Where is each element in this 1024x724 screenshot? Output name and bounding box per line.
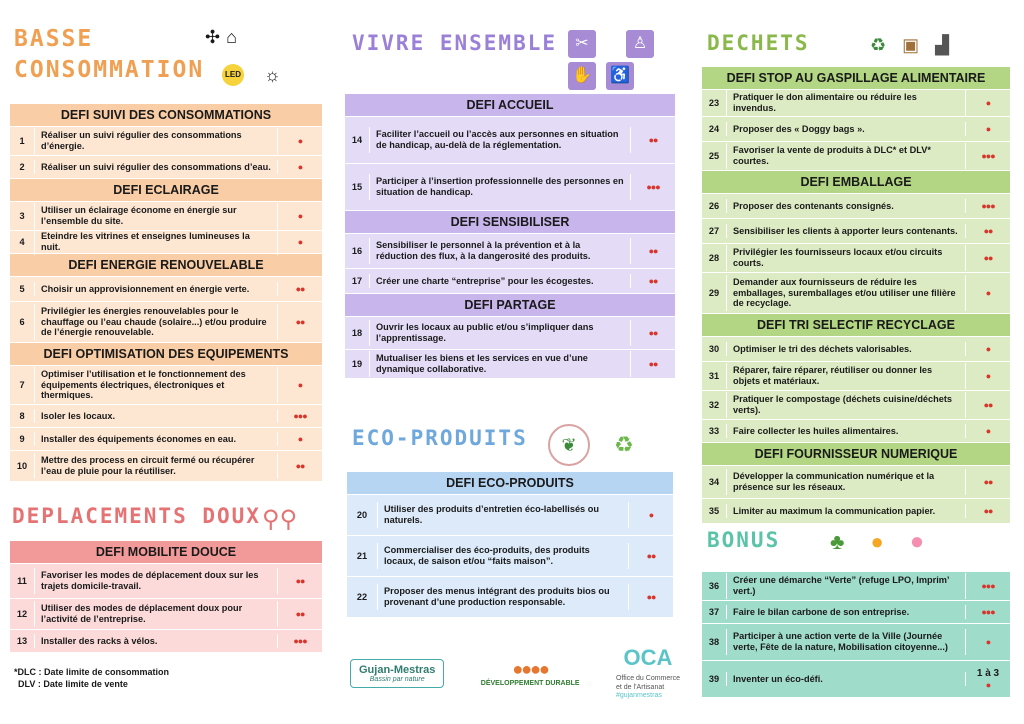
table-row: 18 Ouvrir les locaux au public et/ou s’impliquer dans l’apprentissage. ●●	[345, 317, 675, 350]
depl-icons	[262, 508, 297, 532]
table-row: 5 Choisir un approvisionnement en énergie verte. ●●	[10, 277, 322, 302]
table-row: 23 Pratiquer le don alimentaire ou réduire les invendus. ●	[702, 90, 1010, 117]
table-eco-produits	[347, 472, 673, 618]
recycle-bin-icon: ♻	[870, 35, 887, 55]
bicycle-icon: ⚲⚲	[262, 506, 298, 533]
table-row: 10 Mettre des process en circuit fermé ou récupérer l’eau de pluie pour la réutiliser. ●●	[10, 451, 322, 482]
table-row: 22 Proposer des menus intégrant des produits bios ou provenant d’une production responsable. ●●	[347, 577, 673, 618]
piggy-bank-icon: ●	[909, 528, 925, 555]
partner-logos	[350, 645, 680, 700]
logo-office-commerce: OCA Office du Commerce et de l’Artisanat #gujanmestras	[615, 645, 680, 700]
table-row: 27 Sensibiliser les clients à apporter leurs contenants. ●●	[702, 219, 1010, 244]
table-header: DEFI ACCUEIL	[345, 94, 675, 117]
eco-icons	[548, 424, 634, 466]
table-header: DEFI MOBILITE DOUCE	[10, 541, 322, 564]
table-accueil	[345, 94, 675, 379]
table-row: 32 Pratiquer le compostage (déchets cuisine/déchets verts). ●●	[702, 391, 1010, 420]
table-row: 31 Réparer, faire réparer, réutiliser ou donner les objets et matériaux. ●	[702, 362, 1010, 391]
table-header: DEFI SENSIBILISER	[345, 211, 675, 234]
table-row: 33 Faire collecter les huiles alimentaires. ●	[702, 420, 1010, 443]
table-suivi	[10, 104, 322, 482]
table-row: 4 Eteindre les vitrines et enseignes lumineuses la nuit. ●	[10, 231, 322, 254]
sign-language-icon: ✋	[568, 62, 596, 90]
table-header: DEFI OPTIMISATION DES EQUIPEMENTS	[10, 343, 322, 366]
table-row: 1 Réaliser un suivi régulier des consommations d’énergie. ●	[10, 127, 322, 156]
eco-product-icon: ❦	[548, 424, 590, 466]
table-header: DEFI SUIVI DES CONSOMMATIONS	[10, 104, 322, 127]
table-row: 36 Créer une démarche “Verte” (refuge LPO, Imprim’ vert.) ●●●	[702, 572, 1010, 601]
table-mobilite	[10, 541, 322, 653]
table-row: 9 Installer des équipements économes en eau. ●	[10, 428, 322, 451]
title-bonus: BONUS	[707, 528, 781, 552]
table-row: 2 Réaliser un suivi régulier des consommations d’eau. ●	[10, 156, 322, 179]
table-row: 38 Participer à une action verte de la Ville (Journée verte, Fête de la nature, Mobilisation citoyenne...) ●	[702, 624, 1010, 661]
table-header: DEFI FOURNISSEUR NUMERIQUE	[702, 443, 1010, 466]
table-row: 17 Créer une charte “entreprise” pour les écogestes. ●●	[345, 269, 675, 294]
table-row: 21 Commercialiser des éco-produits, des produits locaux, de saison et/ou “faits maison”. ●●	[347, 536, 673, 577]
table-row: 20 Utiliser des produits d’entretien éco-labellisés ou naturels. ●	[347, 495, 673, 536]
table-row: 3 Utiliser un éclairage économe en énergie sur l’ensemble du site. ●	[10, 202, 322, 231]
table-header: DEFI ECLAIRAGE	[10, 179, 322, 202]
table-gaspillage	[702, 67, 1010, 524]
table-header: DEFI STOP AU GASPILLAGE ALIMENTAIRE	[702, 67, 1010, 90]
table-row: 35 Limiter au maximum la communication papier. ●●	[702, 499, 1010, 524]
table-row: 30 Optimiser le tri des déchets valorisables. ●	[702, 337, 1010, 362]
people-icon: ●●●●	[512, 659, 548, 679]
table-row: 13 Installer des racks à vélos. ●●●	[10, 630, 322, 653]
table-row: 15 Participer à l’insertion professionnelle des personnes en situation de handicap. ●●●	[345, 164, 675, 211]
bonus-icons	[830, 530, 924, 554]
table-row: 7 Optimiser l’utilisation et le fonctionnement des équipements électriques, électroniques et thermiques. ●	[10, 366, 322, 405]
table-header: DEFI EMBALLAGE	[702, 171, 1010, 194]
table-bonus	[702, 572, 1010, 698]
title-deplacements-doux: DEPLACEMENTS DOUX	[12, 504, 261, 528]
house-solar-icon: ⌂	[226, 27, 237, 47]
bulb-outline-icon: ☼	[264, 65, 281, 85]
person-icon: ♙	[626, 30, 654, 58]
wind-turbine-icon: ✣	[205, 27, 221, 47]
table-row: 29 Demander aux fournisseurs de réduire les emballages, suremballages et/ou utiliser une filière de recyclage. ●	[702, 273, 1010, 314]
trees-icon: ♣	[830, 529, 845, 554]
table-header: DEFI PARTAGE	[345, 294, 675, 317]
basse-icons	[205, 28, 237, 46]
table-row: 11 Favoriser les modes de déplacement doux sur les trajets domicile-travail. ●●	[10, 564, 322, 599]
table-row: 8 Isoler les locaux. ●●●	[10, 405, 322, 428]
logo-developpement-durable: ●●●● DÉVELOPPEMENT DURABLE	[480, 659, 580, 687]
table-row: 39 Inventer un éco-défi. 1 à 3 ●	[702, 661, 1010, 698]
title-vivre-ensemble: VIVRE ENSEMBLE	[352, 31, 558, 55]
table-row: 14 Faciliter l’accueil ou l’accès aux personnes en situation de handicap, au-delà de la réglementation. ●●	[345, 117, 675, 164]
hearing-icon: ✂	[568, 30, 596, 58]
title-dechets: DECHETS	[707, 31, 810, 55]
table-row: 28 Privilégier les fournisseurs locaux et/ou circuits courts. ●●	[702, 244, 1010, 273]
table-header: DEFI ENERGIE RENOUVELABLE	[10, 254, 322, 277]
paper-bag-icon: ▣	[902, 35, 920, 55]
oca-icon: OCA	[623, 645, 673, 671]
logo-gujan-mestras: Gujan-Mestras Bassin par nature	[350, 659, 444, 688]
basse-icons-2	[222, 64, 281, 86]
table-row: 25 Favoriser la vente de produits à DLC* et DLV* courtes. ●●●	[702, 142, 1010, 171]
factory-icon: ▟	[935, 35, 949, 55]
title-eco-produits: ECO-PRODUITS	[352, 426, 528, 450]
table-header: DEFI ECO-PRODUITS	[347, 472, 673, 495]
footnote: *DLC : Date limite de consommation DLV : Date limite de vente	[14, 667, 170, 689]
lightbulb-icon: ●	[870, 529, 884, 554]
table-row: 12 Utiliser des modes de déplacement doux pour l’activité de l’entreprise. ●●	[10, 599, 322, 630]
table-row: 34 Développer la communication numérique et la présence sur les réseaux. ●●	[702, 466, 1010, 499]
wheelchair-icon: ♿	[606, 62, 634, 90]
table-row: 19 Mutualiser les biens et les services en vue d’une dynamique collaborative. ●●	[345, 350, 675, 379]
table-header: DEFI TRI SELECTIF RECYCLAGE	[702, 314, 1010, 337]
led-bulb-icon: LED	[222, 64, 244, 86]
table-row: 24 Proposer des « Doggy bags ». ●	[702, 117, 1010, 142]
table-row: 26 Proposer des contenants consignés. ●●●	[702, 194, 1010, 219]
level-range: 1 à 3 ●	[976, 668, 1000, 690]
table-row: 37 Faire le bilan carbone de son entreprise. ●●●	[702, 601, 1010, 624]
table-row: 6 Privilégier les énergies renouvelables pour le chauffage ou l’eau chaude (solaire...) et/ou produire de l’énergie renouvelable. ●●	[10, 302, 322, 343]
vivre-icons	[568, 30, 668, 90]
table-row: 16 Sensibiliser le personnel à la prévention et à la réduction des flux, à la dangerosité des produits. ●●	[345, 234, 675, 269]
dechets-icons	[870, 36, 949, 54]
title-basse-consommation: BASSE CONSOMMATION	[14, 26, 205, 83]
recycle-icon: ♻	[614, 432, 634, 457]
